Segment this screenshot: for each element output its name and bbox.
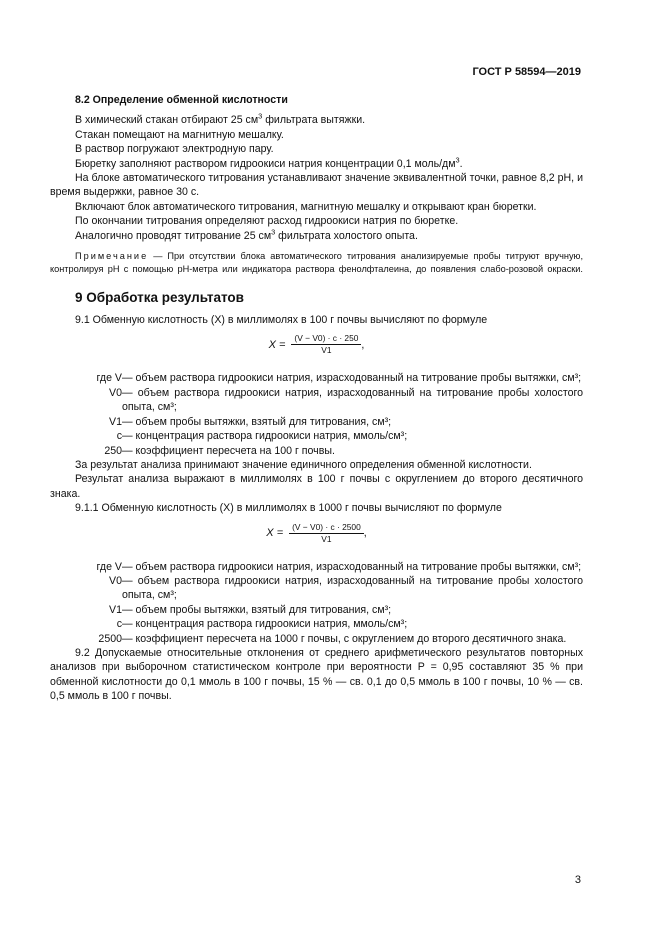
formula-numerator: (V − V0) · c · 250 [291, 333, 361, 345]
formula-denominator: V1 [321, 345, 332, 356]
definitions-2 [50, 560, 583, 646]
formula-lhs: X = [268, 338, 286, 351]
definition-item: V1 — объем пробы вытяжки, взятый для титрования, см³; [109, 603, 392, 616]
text-paragraph: На блоке автоматического титрования устанавливают значение эквивалентной точки, равное 8,2 pH, и время выдержки, равное 30 с. [50, 172, 583, 199]
definition-item: V0 — объем раствора гидроокиси натрия, израсходованный на титрование пробы холостого опыта, см³; [109, 574, 583, 602]
text-line: В химический стакан отбирают 25 $см^3$ фильтрата вытяжки. [75, 111, 366, 127]
result-paragraph: За результат анализа принимают значение единичного определения обменной кислотности. [75, 458, 532, 471]
formula-fraction [289, 522, 364, 545]
note [50, 250, 583, 277]
definitions-1 [50, 371, 583, 457]
formula-denominator: V1 [321, 533, 332, 544]
formula-fraction [291, 333, 361, 356]
standard-code: ГОСТ Р 58594—2019 [472, 66, 581, 78]
text-line: Бюретку заполняют раствором гидроокиси натрия концентрации 0,1 моль/$дм^3$. [75, 155, 463, 170]
definition-item: где V — объем раствора гидроокиси натрия, израсходованный на титрование пробы вытяжки, см³; [96, 560, 582, 573]
definition-item: V1 — объем пробы вытяжки, взятый для титрования, см³; [109, 415, 392, 428]
paragraph-9-1-1: 9.1.1 Обменную кислотность (X) в миллимолях в 1000 г почвы вычисляют по формуле [75, 502, 502, 515]
page-number: 3 [574, 874, 581, 886]
text-line: По окончании титрования определяют расход гидроокиси натрия по бюретке. [75, 215, 459, 228]
page-content [50, 93, 583, 704]
definition-item: 2500 — коэффициент пересчета на 1000 г почвы, с округлением до второго десятичного знака. [98, 632, 567, 645]
note-label: Примечание [75, 251, 149, 262]
definition-item: 250 — коэффициент пересчета на 100 г почвы. [104, 444, 335, 457]
paragraph-9-1: 9.1 Обменную кислотность (X) в миллимолях в 100 г почвы вычисляют по формуле [75, 314, 488, 327]
section-8-2-heading: 8.2 Определение обменной кислотности [75, 94, 288, 106]
text-line: Стакан помещают на магнитную мешалку. [75, 128, 284, 141]
formula-2: X = $\frac{(V - V0) \cdot c \cdot 2500}{V1}$ , [266, 521, 367, 544]
formula-lhs: X = [266, 526, 284, 539]
definition-item: c — концентрация раствора гидроокиси натрия, ммоль/см³; [116, 618, 408, 631]
section-9-heading: 9 Обработка результатов [75, 289, 244, 305]
note-text: — При отсутствии блока автоматического титрования анализируемые пробы титруют вручную, контролируя pH с помощью pH-метра или индикатора раствора фенолфталеина, до появления слабо-розовой окраски. [50, 251, 583, 275]
text-line: Включают блок автоматического титрования, магнитную мешалку и открывают кран бюретки. [75, 200, 537, 213]
paragraph-9-2: 9.2 Допускаемые относительные отклонения от среднего арифметического результатов повторных анализов при выборочном статистическом контроле при вероятности P = 0,95 составляют 35 % при обменной кислотности до 0,1 ммоль в 100 г почвы, 15 % — св. 0,1 до 0,5 ммоль в 100 г почвы, 10 % — св. 0,5 ммоль в 100 г почвы. [50, 646, 583, 703]
text-line: В раствор погружают электродную пару. [75, 143, 274, 156]
formula-numerator: (V − V0) · c · 2500 [289, 522, 364, 534]
definition-item: c — концентрация раствора гидроокиси натрия, ммоль/см³; [116, 430, 408, 443]
definition-item: V0 — объем раствора гидроокиси натрия, израсходованный на титрование пробы холостого опыта, см³; [109, 386, 583, 414]
text-line: Аналогично проводят титрование 25 $см^3$ фильтрата холостого опыта. [75, 227, 418, 242]
definition-item: где V — объем раствора гидроокиси натрия, израсходованный на титрование пробы вытяжки, см³; [96, 372, 582, 385]
result-paragraph: Результат анализа выражают в миллимолях в 100 г почвы с округлением до второго десятичного знака. [50, 473, 583, 500]
formula-1: X = $\frac{(V - V0) \cdot c \cdot 250}{V1}$ , [268, 333, 365, 356]
